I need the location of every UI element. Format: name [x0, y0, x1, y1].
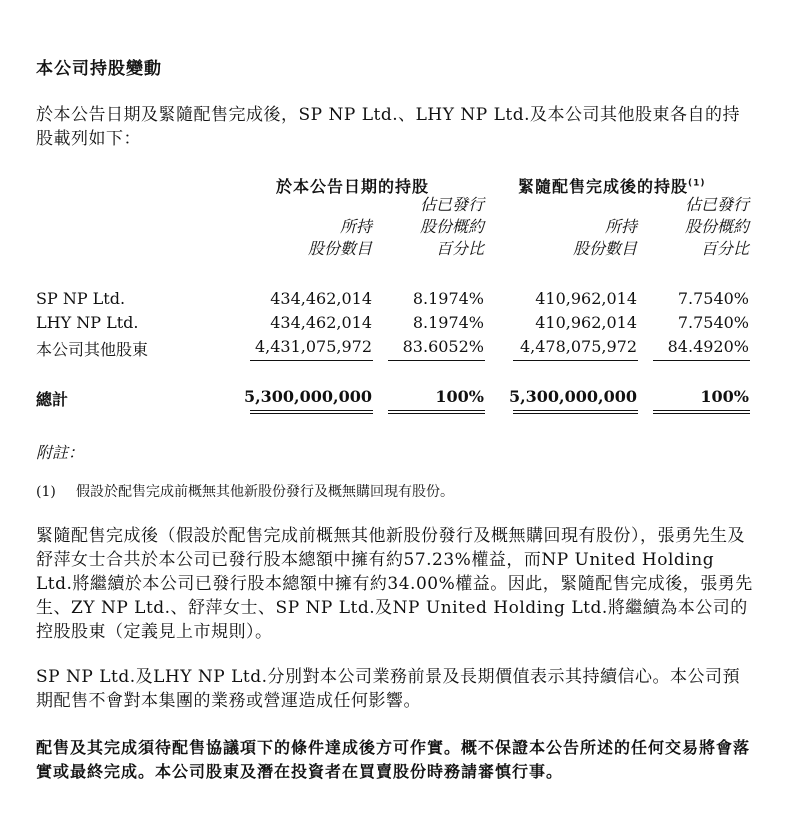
cell-shares-now: 4,431,075,972 [254, 337, 372, 356]
cell-pct-now: 8.1974% [412, 313, 484, 332]
section-heading: 本公司持股變動 [36, 59, 162, 79]
col-header-line: 股份數目 [307, 239, 372, 258]
cell-shares-after: 4,478,075,972 [519, 337, 637, 356]
col-header-shares-after [573, 216, 637, 260]
col-header-line: 百分比 [435, 239, 484, 258]
cell-shares-now: 434,462,014 [270, 313, 372, 332]
col-header-line: 所持 [604, 217, 637, 236]
row-label: LHY NP Ltd. [36, 313, 139, 332]
cell-shares-after: 410,962,014 [535, 313, 637, 332]
subtotal-rule [388, 360, 485, 361]
notes-heading: 附註： [36, 443, 85, 462]
total-double-rule [388, 410, 485, 414]
intro-paragraph: 於本公告日期及緊隨配售完成後，SP NP Ltd.、LHY NP Ltd.及本公司其他股東各自的持股載列如下： [36, 105, 740, 149]
total-shares-now: 5,300,000,000 [243, 387, 372, 406]
footnote-marker: (1) [688, 178, 706, 189]
group-header-after-label: 緊隨配售完成後的持股 [518, 177, 689, 196]
footnote-text: 假設於配售完成前概無其他新股份發行及概無購回現有股份。 [76, 484, 454, 500]
col-header-line: 佔已發行 [684, 195, 749, 214]
group-header-after [518, 174, 706, 197]
footnote-1 [36, 481, 454, 501]
group-header-current: 於本公告日期的持股 [276, 177, 430, 196]
cell-pct-now: 8.1974% [412, 289, 484, 308]
col-header-pct-now [420, 194, 484, 260]
post-completion-paragraph: 緊隨配售完成後（假設於配售完成前概無其他新股份發行及概無購回現有股份），張勇先生及舒萍女士合共於本公司已發行股本總額中擁有約57.23%權益，而NP United Holding Ltd.將繼續於本公司已發行股本總額中擁有約34.00%權益。因此，緊隨配售完成後，張勇先生、ZY NP Ltd.、舒萍女士、SP NP Ltd.及NP United Holding Ltd.將繼續為本公司的控股股東（定義見上市規則）。 [36, 526, 753, 642]
total-pct-after: 100% [700, 387, 749, 406]
col-header-line: 百分比 [700, 239, 749, 258]
subtotal-rule [653, 360, 750, 361]
total-double-rule [513, 410, 638, 414]
cell-shares-after: 410,962,014 [535, 289, 637, 308]
col-header-pct-after [685, 194, 749, 260]
row-label: 本公司其他股東 [36, 340, 149, 359]
cell-pct-after: 7.7540% [677, 313, 749, 332]
total-pct-now: 100% [435, 387, 484, 406]
col-header-line: 股份概約 [419, 217, 484, 236]
warning-paragraph: 配售及其完成須待配售協議項下的條件達成後方可作實。概不保證本公告所述的任何交易將會落實或最終完成。本公司股東及潛在投資者在買賣股份時務請審慎行事。 [36, 738, 751, 781]
confidence-paragraph: SP NP Ltd.及LHY NP Ltd.分別對本公司業務前景及長期價值表示其持續信心。本公司預期配售不會對本集團的業務或營運造成任何影響。 [36, 667, 740, 711]
cell-shares-now: 434,462,014 [270, 289, 372, 308]
col-header-shares-now [308, 216, 372, 260]
footnote-number: (1) [36, 484, 56, 500]
col-header-line: 股份數目 [572, 239, 637, 258]
subtotal-rule [513, 360, 638, 361]
row-label: SP NP Ltd. [36, 289, 126, 308]
cell-pct-now: 83.6052% [402, 337, 484, 356]
subtotal-rule [250, 360, 373, 361]
total-shares-after: 5,300,000,000 [508, 387, 637, 406]
col-header-line: 佔已發行 [419, 195, 484, 214]
cell-pct-after: 7.7540% [677, 289, 749, 308]
total-double-rule [653, 410, 750, 414]
col-header-line: 所持 [339, 217, 372, 236]
total-label: 總計 [36, 390, 69, 409]
col-header-line: 股份概約 [684, 217, 749, 236]
total-double-rule [250, 410, 373, 414]
cell-pct-after: 84.4920% [667, 337, 749, 356]
